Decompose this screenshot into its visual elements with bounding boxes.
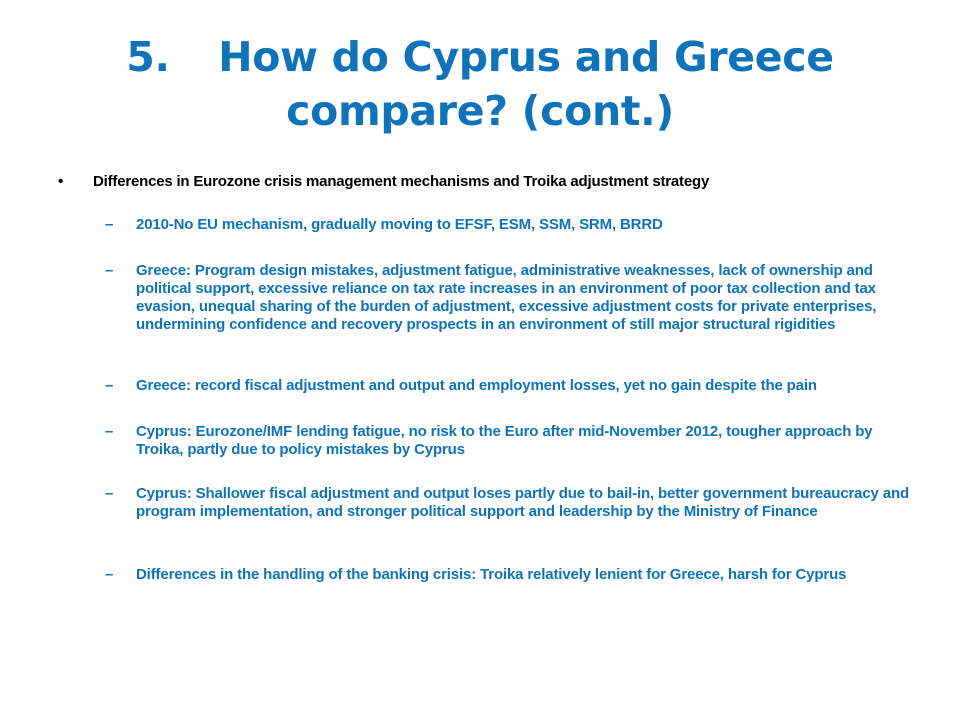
dash-marker: – — [105, 262, 114, 279]
title-line-2: compare? (cont.) — [286, 87, 674, 135]
sub-bullet-text: Greece: record fiscal adjustment and output and employment losses, yet no gain despite the pain — [136, 377, 817, 394]
title-line-1 — [80, 30, 880, 84]
dash-marker: – — [105, 485, 114, 502]
sub-bullet-4 — [105, 423, 915, 459]
sub-bullet-2 — [105, 262, 915, 334]
dash-marker: – — [105, 423, 114, 440]
sub-bullet-text: Differences in the handling of the banking crisis: Troika relatively lenient for Greece, harsh for Cyprus — [136, 566, 847, 583]
main-bullet-text: Differences in Eurozone crisis management mechanisms and Troika adjustment strategy — [93, 173, 710, 190]
sub-bullet-6 — [105, 566, 915, 584]
slide-title — [80, 30, 880, 138]
title-number: 5. — [126, 33, 170, 81]
sub-bullet-5 — [105, 485, 915, 521]
sub-bullet-text: Greece: Program design mistakes, adjustment fatigue, administrative weaknesses, lack of ownership and political support, excessive reliance on tax rate increases in an environment of poor tax collection and tax evasion, unequal sharing of the burden of adjustment, excessive adjustment costs for private enterprises, undermining confidence and recovery prospects in an environment of still major structural rigidities — [136, 262, 877, 333]
sub-bullet-3 — [105, 377, 915, 395]
sub-bullet-text: Cyprus: Eurozone/IMF lending fatigue, no risk to the Euro after mid-November 2012, tougher approach by Troika, partly due to policy mistakes by Cyprus — [136, 423, 873, 458]
sub-bullet-text: 2010-No EU mechanism, gradually moving to EFSF, ESM, SSM, SRM, BRRD — [136, 216, 663, 233]
dash-marker: – — [105, 216, 114, 233]
bullet-marker: • — [58, 173, 64, 190]
title-text-line-1: How do Cyprus and Greece — [218, 33, 834, 81]
dash-marker: – — [105, 377, 114, 394]
sub-bullet-text: Cyprus: Shallower fiscal adjustment and output loses partly due to bail-in, better government bureaucracy and program implementation, and stronger political support and leadership by the Ministry of Finance — [136, 485, 909, 520]
sub-bullet-1 — [105, 216, 915, 234]
dash-marker: – — [105, 566, 114, 583]
